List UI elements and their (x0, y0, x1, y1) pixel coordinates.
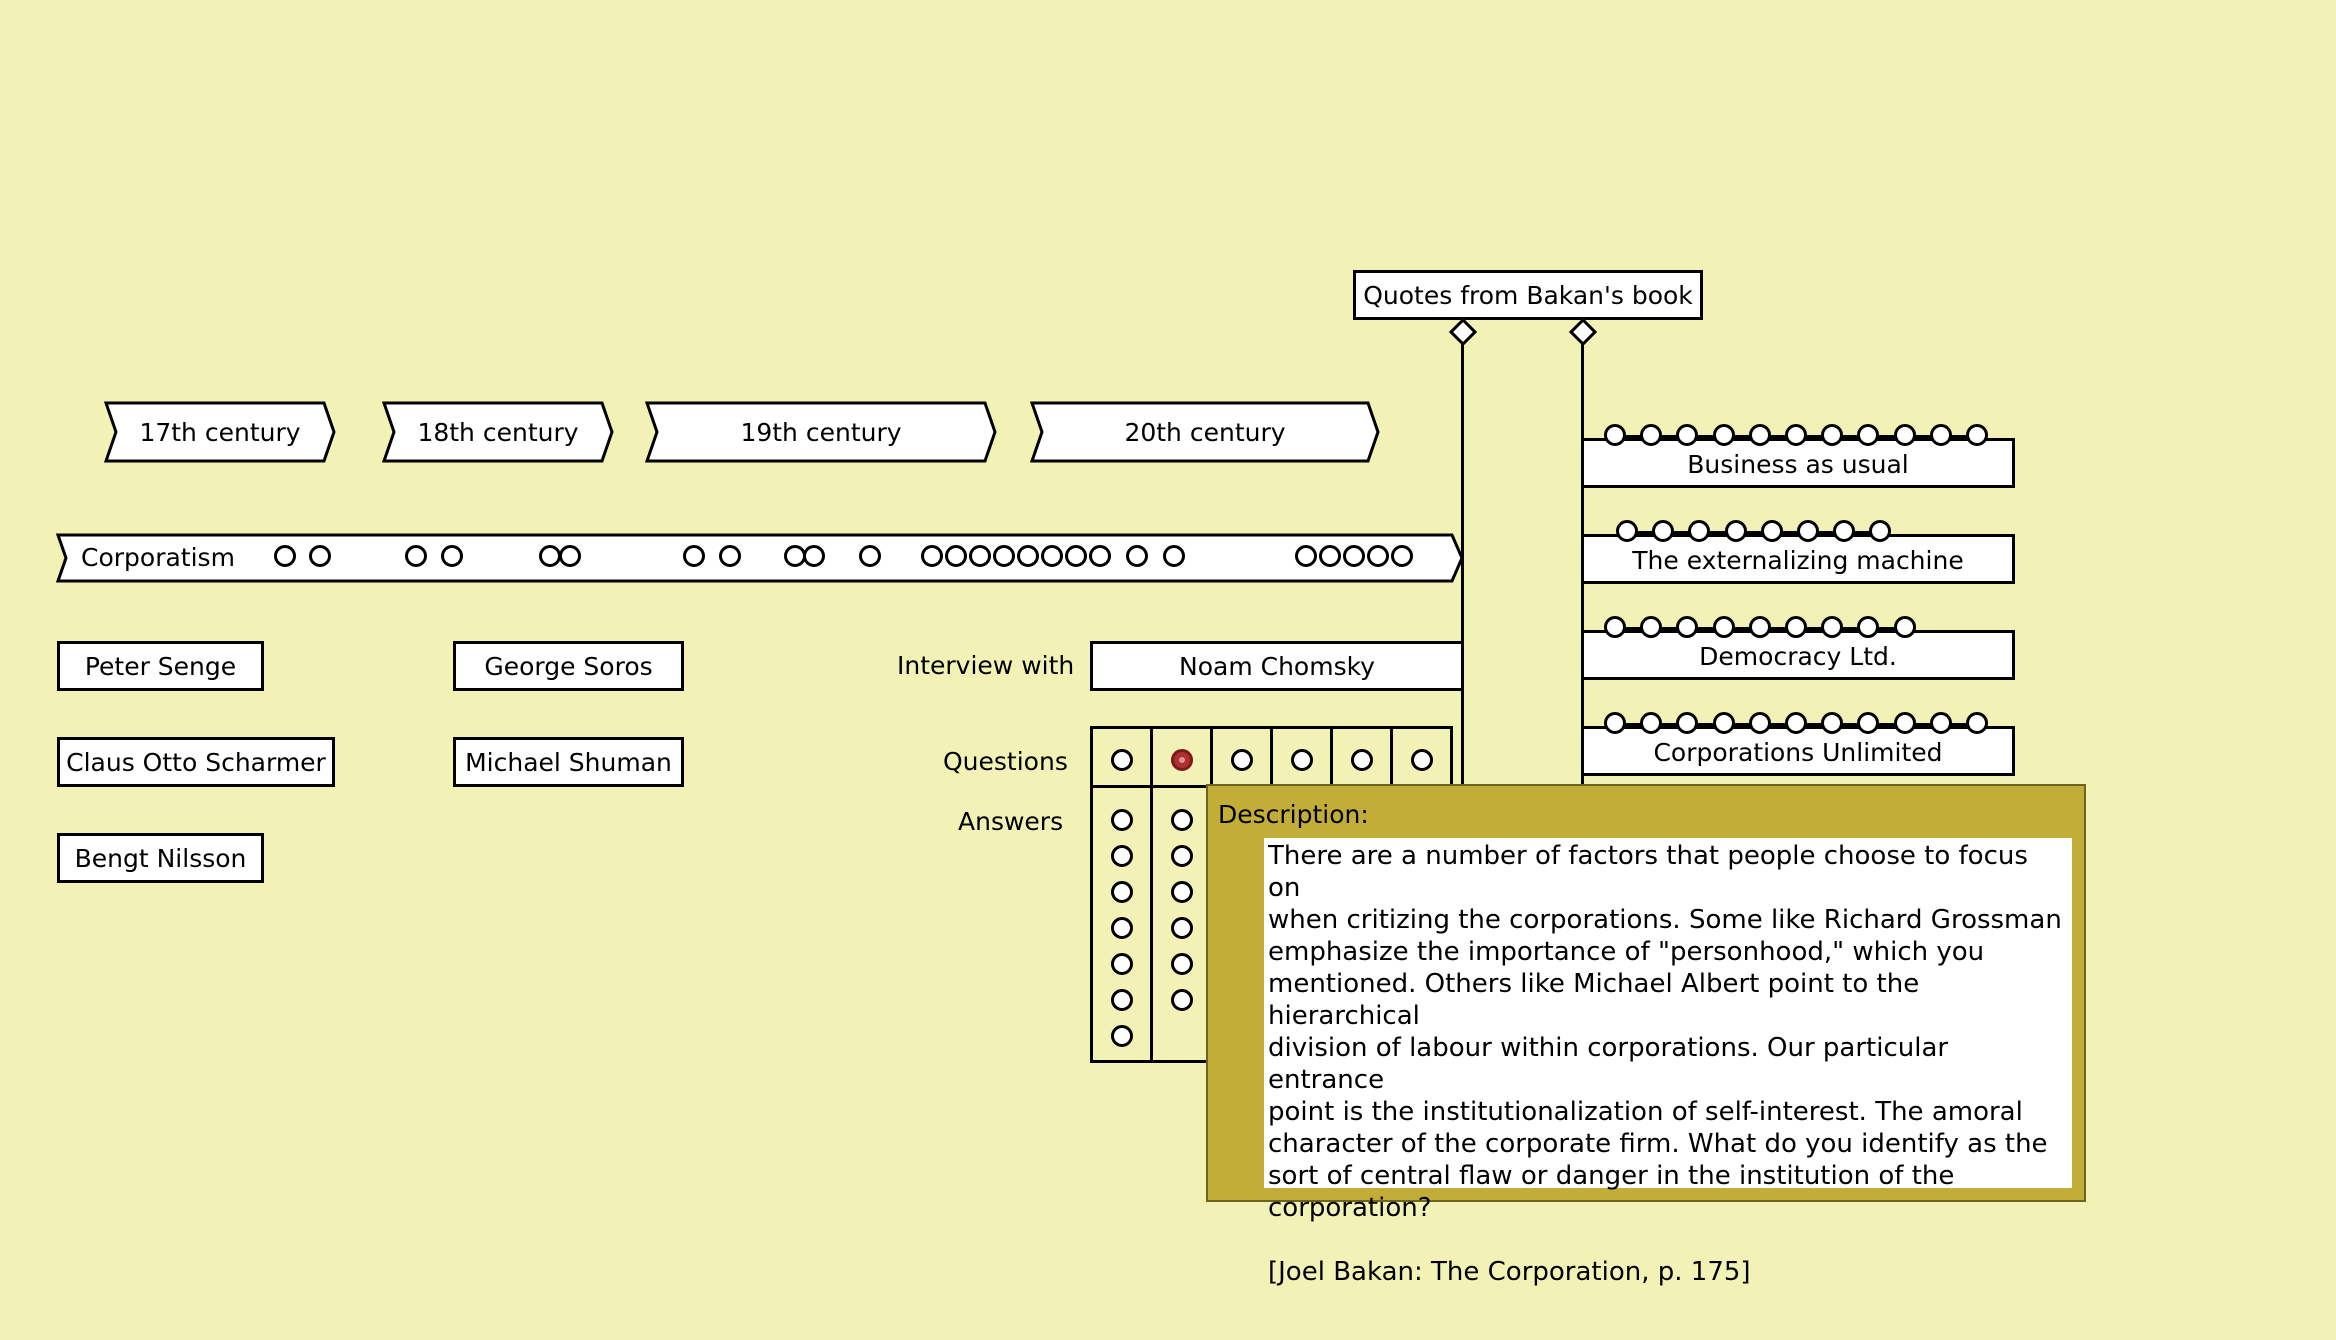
timeline-event-dot[interactable] (993, 545, 1015, 567)
century-label: 19th century (740, 417, 902, 447)
question-radio[interactable] (1411, 749, 1433, 771)
quote-dot[interactable] (1761, 520, 1783, 542)
answer-radio[interactable] (1111, 953, 1133, 975)
answer-radio[interactable] (1171, 953, 1193, 975)
century-20th[interactable] (1030, 401, 1380, 463)
timeline-event-dot[interactable] (719, 545, 741, 567)
quote-dot[interactable] (1797, 520, 1819, 542)
diamond-connector-right (1569, 318, 1597, 346)
century-18th[interactable] (382, 401, 614, 463)
quote-dot[interactable] (1604, 616, 1626, 638)
corporatism-timeline[interactable] (56, 533, 1464, 583)
quote-dot[interactable] (1616, 520, 1638, 542)
timeline-event-dot[interactable] (539, 545, 561, 567)
person-bengt-nilsson[interactable]: Bengt Nilsson (57, 833, 264, 883)
timeline-event-dot[interactable] (1343, 545, 1365, 567)
answers-label: Answers (958, 807, 1064, 836)
answer-radio[interactable] (1111, 917, 1133, 939)
question-radio[interactable] (1231, 749, 1253, 771)
quote-dot[interactable] (1749, 616, 1771, 638)
timeline-event-dot[interactable] (1295, 545, 1317, 567)
answer-radio[interactable] (1171, 989, 1193, 1011)
quote-dot[interactable] (1713, 712, 1735, 734)
quote-dot[interactable] (1713, 424, 1735, 446)
timeline-event-dot[interactable] (309, 545, 331, 567)
interview-label: Interview with (897, 651, 1075, 680)
timeline-event-dot[interactable] (803, 545, 825, 567)
quote-dot[interactable] (1749, 712, 1771, 734)
diamond-connector-left (1449, 318, 1477, 346)
chapter-1[interactable]: Business as usual (1581, 438, 2015, 488)
quote-dot[interactable] (1785, 712, 1807, 734)
answer-radio[interactable] (1111, 881, 1133, 903)
century-label: 17th century (139, 417, 301, 447)
chapter-2[interactable]: The externalizing machine (1581, 534, 2015, 584)
timeline-event-dot[interactable] (1367, 545, 1389, 567)
quote-dot[interactable] (1894, 712, 1916, 734)
timeline-event-dot[interactable] (1319, 545, 1341, 567)
century-label: 18th century (417, 417, 579, 447)
answer-radio[interactable] (1171, 881, 1193, 903)
quote-dot[interactable] (1966, 712, 1988, 734)
tooltip-text: There are a number of factors that people choose to focus on when critizing the corporations. Some like Richard Grossman emphasize the importance of "personhood," which you mentioned. Others like Michael Albert point to the hierarchical division of labour within corporations. Our particular entrance point is the institutionalization of self-interest. The amoral character of the corporate firm. What do you identify as the sort of central flaw or danger in the institution of the corporation? [Joel Bakan: The Corporation, p. 175] (1264, 838, 2072, 1188)
timeline-event-dot[interactable] (405, 545, 427, 567)
person-michael-shuman[interactable]: Michael Shuman (453, 737, 684, 787)
century-label: 20th century (1124, 417, 1286, 447)
quote-dot[interactable] (1930, 712, 1952, 734)
answer-radio[interactable] (1171, 917, 1193, 939)
quote-dot[interactable] (1785, 616, 1807, 638)
question-radio[interactable] (1291, 749, 1313, 771)
timeline-event-dot[interactable] (969, 545, 991, 567)
timeline-event-dot[interactable] (1089, 545, 1111, 567)
person-peter-senge[interactable]: Peter Senge (57, 641, 264, 691)
answer-radio[interactable] (1111, 845, 1133, 867)
questions-label: Questions (943, 747, 1068, 776)
timeline-event-dot[interactable] (1391, 545, 1413, 567)
timeline-event-dot[interactable] (441, 545, 463, 567)
century-19th[interactable] (645, 401, 997, 463)
tooltip-title: Description: (1218, 800, 1369, 829)
answer-radio[interactable] (1171, 809, 1193, 831)
timeline-event-dot[interactable] (1041, 545, 1063, 567)
quote-dot[interactable] (1604, 424, 1626, 446)
chapter-4[interactable]: Corporations Unlimited (1581, 726, 2015, 776)
quote-dot[interactable] (1713, 616, 1735, 638)
quotes-header-box[interactable]: Quotes from Bakan's book (1353, 270, 1703, 320)
question-radio[interactable] (1171, 749, 1193, 771)
timeline-event-dot[interactable] (1017, 545, 1039, 567)
quote-dot[interactable] (1966, 424, 1988, 446)
timeline-event-dot[interactable] (859, 545, 881, 567)
quote-dot[interactable] (1930, 424, 1952, 446)
timeline-event-dot[interactable] (945, 545, 967, 567)
timeline-event-dot[interactable] (274, 545, 296, 567)
century-17th[interactable] (104, 401, 336, 463)
quote-dot[interactable] (1894, 424, 1916, 446)
answer-radio[interactable] (1171, 845, 1193, 867)
timeline-event-dot[interactable] (559, 545, 581, 567)
timeline-event-dot[interactable] (1065, 545, 1087, 567)
question-radio[interactable] (1351, 749, 1373, 771)
quote-dot[interactable] (1894, 616, 1916, 638)
interviewee-box[interactable]: Noam Chomsky (1090, 641, 1464, 691)
quote-dot[interactable] (1604, 712, 1626, 734)
person-claus-otto-scharmer[interactable]: Claus Otto Scharmer (57, 737, 335, 787)
chapter-3[interactable]: Democracy Ltd. (1581, 630, 2015, 680)
timeline-event-dot[interactable] (921, 545, 943, 567)
timeline-label: Corporatism (81, 543, 235, 572)
answer-radio[interactable] (1111, 1025, 1133, 1047)
timeline-event-dot[interactable] (683, 545, 705, 567)
quote-dot[interactable] (1785, 424, 1807, 446)
answer-radio[interactable] (1111, 809, 1133, 831)
answer-radio[interactable] (1111, 989, 1133, 1011)
timeline-event-dot[interactable] (1163, 545, 1185, 567)
quote-dot[interactable] (1725, 520, 1747, 542)
description-tooltip (1206, 784, 2086, 1287)
timeline-event-dot[interactable] (1126, 545, 1148, 567)
quote-dot[interactable] (1749, 424, 1771, 446)
person-george-soros[interactable]: George Soros (453, 641, 684, 691)
question-radio[interactable] (1111, 749, 1133, 771)
